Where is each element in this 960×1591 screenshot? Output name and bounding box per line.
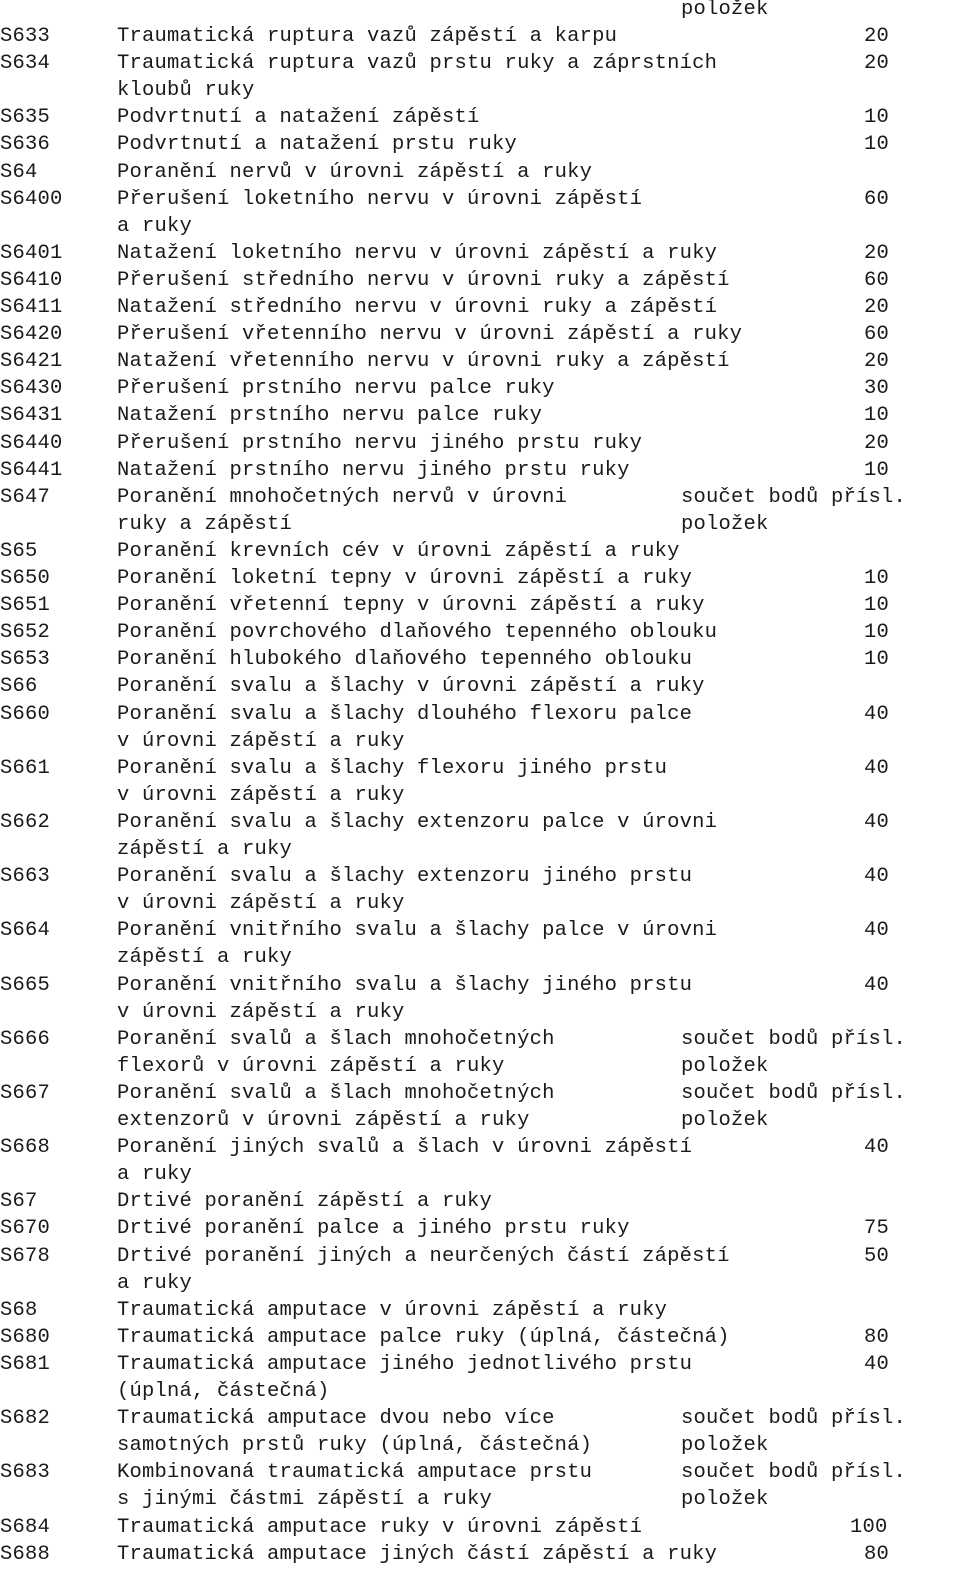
table-row xyxy=(0,1405,960,1459)
table-row xyxy=(0,1324,960,1351)
item-description: Přerušení středního nervu v úrovni ruky a zápěstí xyxy=(117,268,730,292)
item-code: S651 xyxy=(0,594,51,618)
item-description: Podvrtnutí a natažení zápěstí xyxy=(117,106,480,130)
table-row xyxy=(0,619,960,646)
item-description: v úrovni zápěstí a ruky xyxy=(117,892,405,916)
item-description: Traumatická amputace jiného jednotlivého prstu xyxy=(117,1352,693,1376)
table-row xyxy=(0,23,960,50)
item-description: Poranění jiných svalů a šlach v úrovni zápěstí xyxy=(117,1136,693,1160)
item-description: Poranění svalu a šlachy extenzoru palce v úrovni xyxy=(117,810,718,834)
table-row xyxy=(0,1026,960,1080)
item-description: Přerušení loketního nervu v úrovni zápěstí xyxy=(117,187,643,211)
sum-note: součet bodů přísl. xyxy=(681,1461,907,1485)
item-description: Drtivé poranění jiných a neurčených částí zápěstí xyxy=(117,1244,730,1268)
item-code: S680 xyxy=(0,1325,51,1349)
item-code: S635 xyxy=(0,106,51,130)
item-description: Natažení loketního nervu v úrovni zápěstí a ruky xyxy=(117,241,718,265)
item-description: s jinými částmi zápěstí a ruky xyxy=(117,1488,493,1512)
item-description: a ruky xyxy=(117,1271,193,1295)
item-points: 10 xyxy=(864,567,890,590)
item-description: Natažení vřetenního nervu v úrovni ruky a zápěstí xyxy=(117,350,730,374)
item-code: S68 xyxy=(0,1298,38,1322)
item-description: Poranění nervů v úrovni zápěstí a ruky xyxy=(117,160,593,184)
item-code: S6401 xyxy=(0,241,63,265)
item-points: 10 xyxy=(864,594,890,618)
sum-note: položek xyxy=(681,512,769,536)
item-code: S636 xyxy=(0,133,51,157)
table-row xyxy=(0,673,960,700)
table-row xyxy=(0,457,960,484)
table-row xyxy=(0,646,960,673)
item-code: S6410 xyxy=(0,268,63,292)
item-points: 40 xyxy=(864,810,890,834)
table-row xyxy=(0,1134,960,1188)
table-row xyxy=(0,375,960,402)
item-description: Poranění vnitřního svalu a šlachy jiného prstu xyxy=(117,973,693,997)
table-row xyxy=(0,1351,960,1405)
item-code: S64 xyxy=(0,160,38,184)
item-code: S6431 xyxy=(0,404,63,428)
item-code: S684 xyxy=(0,1515,51,1539)
item-description: extenzorů v úrovni zápěstí a ruky xyxy=(117,1108,530,1132)
table-row xyxy=(0,917,960,971)
sum-note: položek xyxy=(681,1108,769,1132)
item-code: S670 xyxy=(0,1217,51,1241)
item-description: kloubů ruky xyxy=(117,79,255,103)
table-row xyxy=(0,430,960,457)
item-points: 60 xyxy=(864,187,890,211)
item-description: Traumatická amputace dvou nebo více xyxy=(117,1407,555,1431)
item-code: S688 xyxy=(0,1542,51,1566)
item-points: 20 xyxy=(864,25,890,48)
table-row xyxy=(0,1215,960,1242)
item-code: S660 xyxy=(0,702,51,726)
item-points: 60 xyxy=(864,268,890,292)
item-description: Poranění povrchového dlaňového tepenného oblouku xyxy=(117,621,718,645)
item-description: Traumatická amputace v úrovni zápěstí a ruky xyxy=(117,1298,668,1322)
item-code: S633 xyxy=(0,25,51,48)
item-description: ruky a zápěstí xyxy=(117,512,293,536)
item-code: S663 xyxy=(0,865,51,889)
table-row xyxy=(0,104,960,131)
table-row xyxy=(0,1297,960,1324)
item-points: 40 xyxy=(864,702,890,726)
item-points: 10 xyxy=(864,133,890,157)
table-row xyxy=(0,1514,960,1541)
sum-note: součet bodů přísl. xyxy=(681,485,907,509)
item-points: 10 xyxy=(864,621,890,645)
item-points: 10 xyxy=(864,458,890,482)
item-description: Natažení prstního nervu palce ruky xyxy=(117,404,543,428)
item-code: S67 xyxy=(0,1190,38,1214)
table-row xyxy=(0,50,960,104)
sum-note: položek xyxy=(681,1488,769,1512)
item-points: 60 xyxy=(864,323,890,347)
item-points: 20 xyxy=(864,241,890,265)
item-code: S652 xyxy=(0,621,51,645)
item-description: Poranění svalu a šlachy extenzoru jiného prstu xyxy=(117,865,693,889)
item-description: Drtivé poranění zápěstí a ruky xyxy=(117,1190,493,1214)
item-points: 20 xyxy=(864,296,890,319)
item-code: S681 xyxy=(0,1352,51,1376)
item-description: Poranění svalu a šlachy v úrovni zápěstí a ruky xyxy=(117,675,705,699)
item-description: flexorů v úrovni zápěstí a ruky xyxy=(117,1054,505,1078)
item-description: Poranění vřetenní tepny v úrovni zápěstí a ruky xyxy=(117,594,705,618)
item-description: Traumatická amputace jiných částí zápěstí a ruky xyxy=(117,1542,718,1566)
item-description: Poranění svalů a šlach mnohočetných xyxy=(117,1081,555,1105)
item-description: Traumatická ruptura vazů zápěstí a karpu xyxy=(117,25,618,48)
table-row xyxy=(0,701,960,755)
item-points: 10 xyxy=(864,106,890,130)
table-row xyxy=(0,755,960,809)
item-description: Natažení středního nervu v úrovni ruky a zápěstí xyxy=(117,296,718,319)
table-row xyxy=(0,1188,960,1215)
item-points: 80 xyxy=(864,1542,890,1566)
item-description: v úrovni zápěstí a ruky xyxy=(117,1000,405,1024)
item-code: S653 xyxy=(0,648,51,672)
item-code: S6430 xyxy=(0,377,63,401)
table-row xyxy=(0,565,960,592)
item-description: Traumatická amputace ruky v úrovni zápěstí xyxy=(117,1515,643,1539)
item-points: 20 xyxy=(864,52,890,76)
table-row xyxy=(0,240,960,267)
item-points: 40 xyxy=(864,865,890,889)
item-code: S650 xyxy=(0,567,51,590)
item-description: a ruky xyxy=(117,214,193,238)
item-code: S678 xyxy=(0,1244,51,1268)
table-row xyxy=(0,1080,960,1134)
sum-note: položek xyxy=(681,1054,769,1078)
table-row xyxy=(0,538,960,565)
item-description: Traumatická amputace palce ruky (úplná, částečná) xyxy=(117,1325,730,1349)
table-row xyxy=(0,159,960,186)
item-description: Přerušení vřetenního nervu v úrovni zápěstí a ruky xyxy=(117,323,743,347)
item-points: 75 xyxy=(864,1217,890,1241)
table-row xyxy=(0,186,960,240)
item-code: S6440 xyxy=(0,431,63,455)
item-description: Poranění svalu a šlachy dlouhého flexoru palce xyxy=(117,702,693,726)
sum-note: součet bodů přísl. xyxy=(681,1407,907,1431)
item-description: Poranění loketní tepny v úrovni zápěstí a ruky xyxy=(117,567,693,590)
item-description: Drtivé poranění palce a jiného prstu ruky xyxy=(117,1217,630,1241)
item-description: v úrovni zápěstí a ruky xyxy=(117,729,405,753)
item-description: zápěstí a ruky xyxy=(117,837,293,861)
table-row xyxy=(0,321,960,348)
sum-note: součet bodů přísl. xyxy=(681,1081,907,1105)
item-code: S6411 xyxy=(0,296,63,319)
item-description: samotných prstů ruky (úplná, částečná) xyxy=(117,1434,593,1458)
table-row xyxy=(0,484,960,538)
item-points: 40 xyxy=(864,919,890,943)
item-code: S647 xyxy=(0,485,51,509)
item-points: 100 xyxy=(850,1515,888,1539)
item-description: Poranění svalu a šlachy flexoru jiného prstu xyxy=(117,756,668,780)
top-fragment-row xyxy=(0,0,960,24)
item-points: 40 xyxy=(864,1352,890,1376)
item-points: 50 xyxy=(864,1244,890,1268)
item-code: S6421 xyxy=(0,350,63,374)
item-code: S666 xyxy=(0,1027,51,1051)
item-description: Přerušení prstního nervu jiného prstu ruky xyxy=(117,431,643,455)
item-code: S667 xyxy=(0,1081,51,1105)
item-description: Kombinovaná traumatická amputace prstu xyxy=(117,1461,593,1485)
table-row xyxy=(0,1243,960,1297)
item-points: 80 xyxy=(864,1325,890,1349)
item-description: (úplná, částečná) xyxy=(117,1379,330,1403)
table-row xyxy=(0,592,960,619)
item-description: Poranění hlubokého dlaňového tepenného oblouku xyxy=(117,648,693,672)
table-row xyxy=(0,972,960,1026)
table-row xyxy=(0,402,960,429)
item-points: 30 xyxy=(864,377,890,401)
item-description: Poranění svalů a šlach mnohočetných xyxy=(117,1027,555,1051)
table-row xyxy=(0,809,960,863)
sum-note: součet bodů přísl. xyxy=(681,1027,907,1051)
sum-note: položek xyxy=(681,1434,769,1458)
item-code: S668 xyxy=(0,1136,51,1160)
item-points: 20 xyxy=(864,431,890,455)
item-code: S6400 xyxy=(0,187,63,211)
item-description: v úrovni zápěstí a ruky xyxy=(117,783,405,807)
item-points: 40 xyxy=(864,973,890,997)
item-description: Poranění vnitřního svalu a šlachy palce v úrovni xyxy=(117,919,718,943)
item-code: S6420 xyxy=(0,323,63,347)
sum-note: položek xyxy=(681,0,769,21)
item-description: Podvrtnutí a natažení prstu ruky xyxy=(117,133,518,157)
item-code: S6441 xyxy=(0,458,63,482)
item-code: S682 xyxy=(0,1407,51,1431)
item-points: 40 xyxy=(864,756,890,780)
item-code: S65 xyxy=(0,539,38,563)
item-description: Poranění krevních cév v úrovni zápěstí a ruky xyxy=(117,539,680,563)
item-code: S66 xyxy=(0,675,38,699)
item-description: Poranění mnohočetných nervů v úrovni xyxy=(117,485,568,509)
item-code: S662 xyxy=(0,810,51,834)
table-row xyxy=(0,1459,960,1513)
item-code: S665 xyxy=(0,973,51,997)
item-points: 20 xyxy=(864,350,890,374)
item-code: S664 xyxy=(0,919,51,943)
item-description: a ruky xyxy=(117,1163,193,1187)
item-code: S661 xyxy=(0,756,51,780)
table-row xyxy=(0,294,960,321)
item-code: S683 xyxy=(0,1461,51,1485)
item-points: 10 xyxy=(864,404,890,428)
table-row xyxy=(0,267,960,294)
item-description: Natažení prstního nervu jiného prstu ruky xyxy=(117,458,630,482)
table-row xyxy=(0,131,960,158)
table-row xyxy=(0,348,960,375)
item-description: zápěstí a ruky xyxy=(117,946,293,970)
table-row xyxy=(0,1541,960,1568)
item-points: 10 xyxy=(864,648,890,672)
table-row xyxy=(0,863,960,917)
item-description: Přerušení prstního nervu palce ruky xyxy=(117,377,555,401)
item-code: S634 xyxy=(0,52,51,76)
item-points: 40 xyxy=(864,1136,890,1160)
item-description: Traumatická ruptura vazů prstu ruky a záprstních xyxy=(117,52,718,76)
